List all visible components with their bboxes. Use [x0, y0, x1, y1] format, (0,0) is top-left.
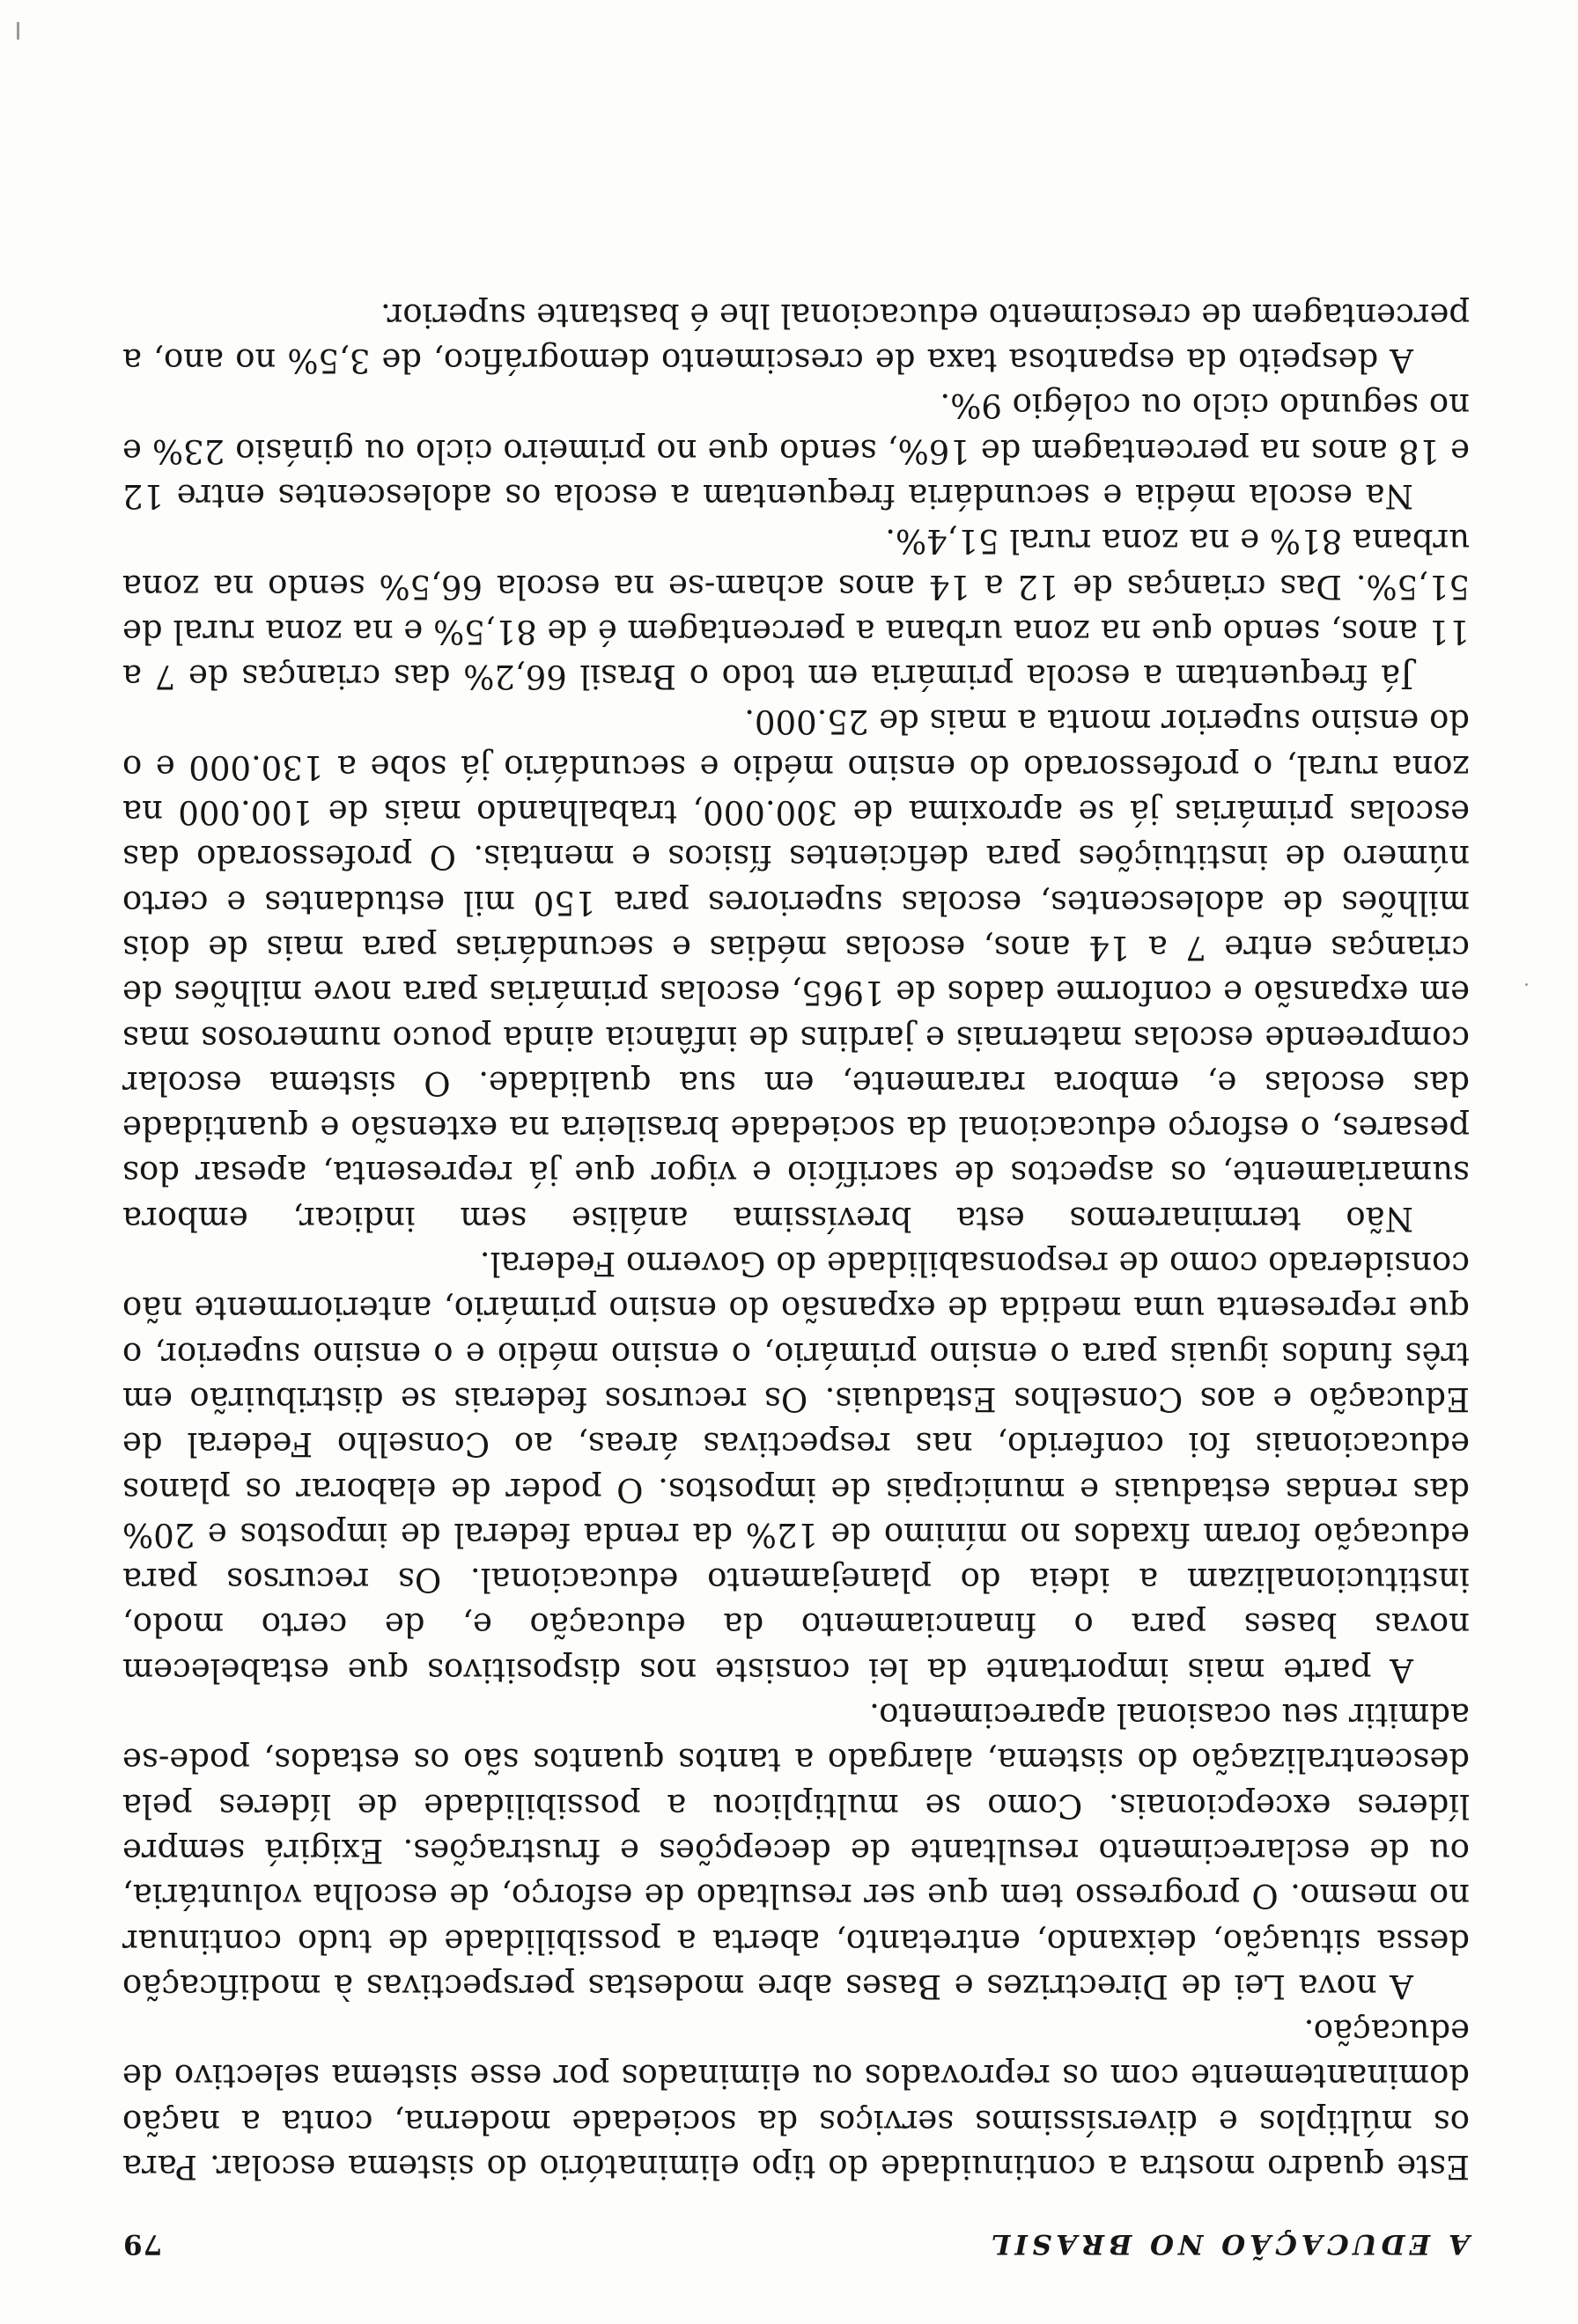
paragraph-5: Já frequentam a escola primária em todo o Brasil 66,2% das crianças de 7 a 11 anos, sendo que na zona urbana a percentagem é de 81,5% e na zona rural de 51,5%. Das crianças de 12 a 14 anos acham-se na escola 66,5% sendo na zona urbana 81% e na zona rural 51,4%.: [122, 522, 1470, 696]
page-number: 79: [122, 2228, 163, 2260]
paragraph-2: A nova Lei de Directrizes e Bases abre modestas perspectivas à modificação dessa situação, deixando, entretanto, aberta a possibilidade de tudo continuar no mesmo. O progresso tem que ser resultado de esforço, de escolha voluntária, ou de esclarecimento resultante de decepções e frustrações. Exigirá sempre líderes excepcionais. Como se multiplicou a possibilidade de líderes pela descentralização do sistema, alargado a tantos quantos são os estados, pode-se admitir seu ocasional aparecimento.: [122, 1696, 1470, 2005]
paragraph-4: Não terminaremos esta brevíssima análise sem indicar, embora sumariamente, os aspectos de sacrifício e vigor que já representa, apesar dos pesares, o esforço educacional da sociedade brasileira na extensão e quantidade das escolas e, embora raramente, em sua qualidade. O sistema escolar compreende escolas maternais e jardins de infância ainda pouco numerosos mas em expansão e conforme dados de 1965, escolas primárias para nove milhões de crianças entre 7 a 14 anos, escolas médias e secundárias para mais de dois milhões de adolescentes, escolas superiores para 150 mil estudantes e certo número de instituições para deficientes físicos e mentais. O professorado das escolas primárias já se aproxima de 300.000, trabalhando mais de 100.000 na zona rural, o professorado do ensino médio e secundário já sobe a 130.000 e o do ensino superior monta a mais de 25.000.: [122, 702, 1470, 1238]
paragraph-6: Na escola média e secundária frequentam a escola os adolescentes entre 12 e 18 anos na percentagem de 16%, sendo que no primeiro ciclo ou ginásio 23% e no segundo ciclo ou colégio 9%.: [122, 386, 1470, 516]
page-header: [122, 2214, 1470, 2267]
running-title: A EDUCAÇÃO NO BRASIL: [986, 2228, 1470, 2260]
paragraph-7: A despeito da espantosa taxa de crescimento demográfico, de 3,5% no ano, a percentagem de crescimento educacional lhe é bastante superior.: [122, 296, 1470, 380]
scan-edge-mark: [17, 22, 19, 40]
scan-dust-dot: [1525, 983, 1528, 986]
paragraph-1: Este quadro mostra a continuidade do tipo eliminatório do sistema escolar. Para os múltiplos e diversíssimos serviços da sociedade moderna, conta a nação dominantemente com os reprovados ou eliminados por esse sistema selectivo de educação.: [122, 2012, 1470, 2186]
paragraph-3: A parte mais importante da lei consiste nos dispositivos que estabelecem novas bases para o financiamento da educação e, de certo modo, institucionalizam a ideia do planejamento educacional. Os recursos para educação foram fixados no mínimo de 12% da renda federal de impostos e 20% das rendas estaduais e municipais de impostos. O poder de elaborar os planos educacionais foi conferido, nas respectivas áreas, ao Conselho Federal de Educação e aos Conselhos Estaduais. Os recursos federais se distribuirão em três fundos iguais para o ensino primário, o ensino médio e o ensino superior, o que representa uma medida de expansão do ensino primário, anteriormente não considerado como de responsabilidade do Governo Federal.: [122, 1245, 1470, 1689]
text-block: [122, 293, 1470, 2267]
body-text: [122, 293, 1470, 2189]
